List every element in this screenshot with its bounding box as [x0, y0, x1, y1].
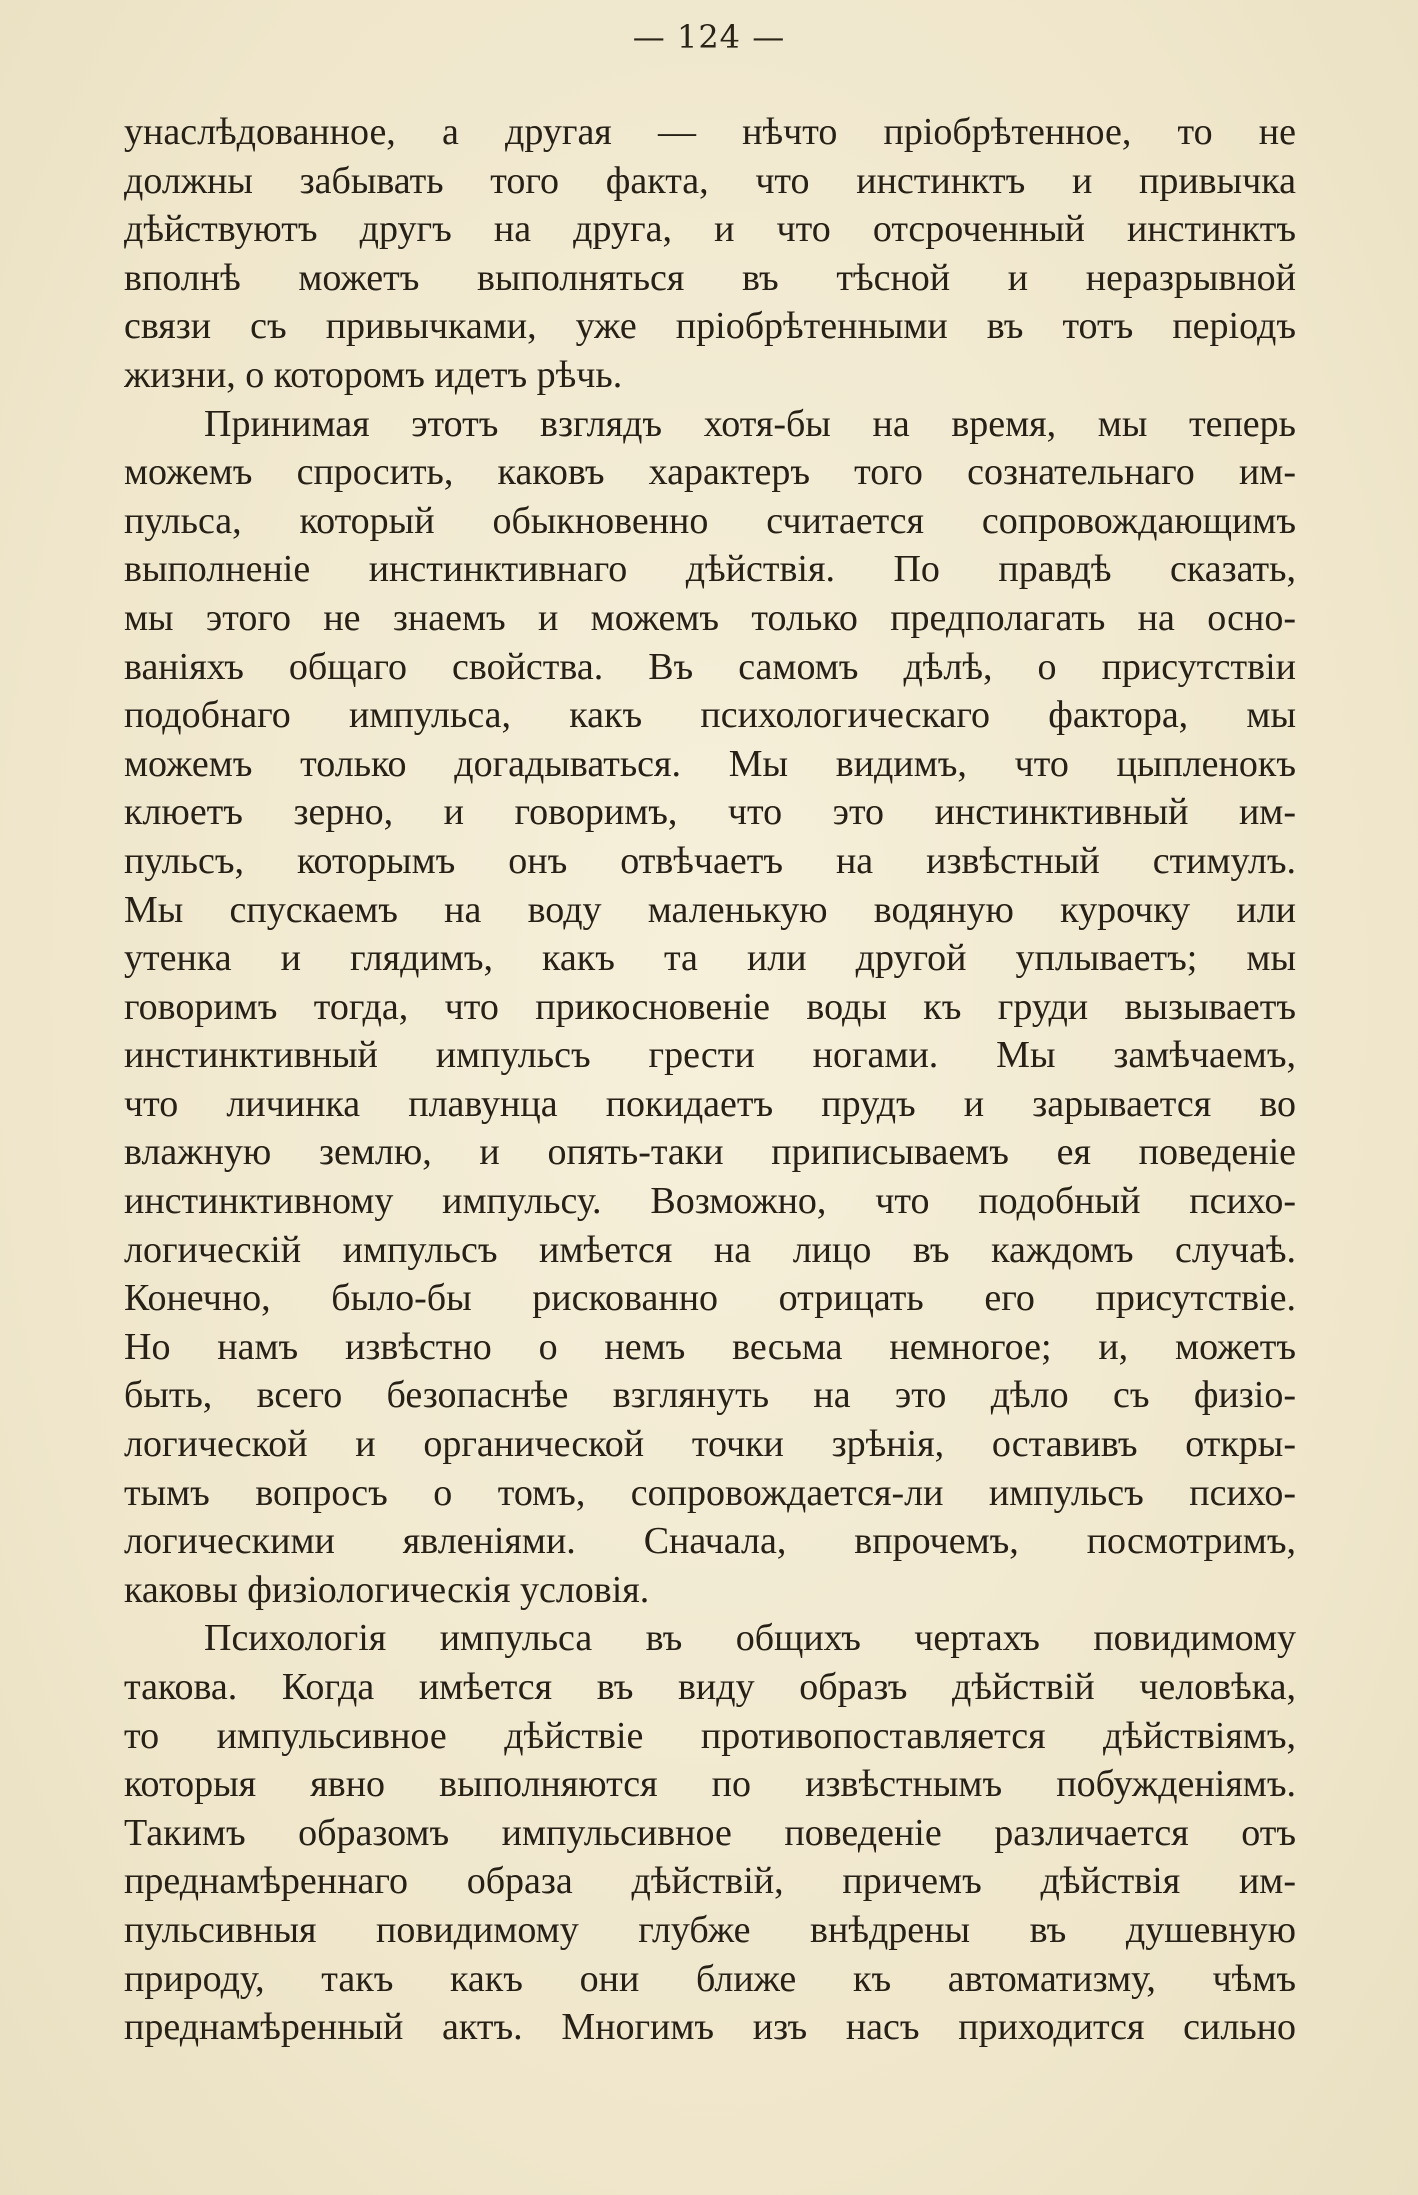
text-line: мы этого не знаемъ и можемъ только предполагать на осно- — [124, 596, 1296, 639]
text-line: вполнѣ можетъ выполняться въ тѣсной и неразрывной — [124, 256, 1296, 299]
paragraph — [124, 400, 1296, 1615]
text-line: клюетъ зерно, и говоримъ, что это инстинктивный им- — [124, 791, 1296, 834]
text-line: Конечно, было-бы рискованно отрицать его присутствіе. — [124, 1277, 1296, 1320]
paragraph — [124, 1614, 1296, 2051]
text-line: говоримъ тогда, что прикосновеніе воды къ груди вызываетъ — [124, 985, 1296, 1028]
text-line: природу, такъ какъ они ближе къ автоматизму, чѣмъ — [124, 1957, 1296, 2000]
page-text — [124, 108, 1296, 2052]
text-line: Принимая этотъ взглядъ хотя-бы на время, мы теперь — [204, 402, 1296, 445]
text-line: преднамѣреннаго образа дѣйствій, причемъ дѣйствія им- — [124, 1860, 1296, 1903]
text-line: пульсивныя повидимому глубже внѣдрены въ душевную — [124, 1908, 1296, 1951]
text-line: дѣйствуютъ другъ на друга, и что отсроченный инстинктъ — [124, 208, 1296, 251]
text-line: Но намъ извѣстно о немъ весьма немногое; и, можетъ — [124, 1325, 1296, 1368]
text-line: унаслѣдованное, а другая — нѣчто пріобрѣтенное, то не — [124, 111, 1296, 153]
text-line: тымъ вопросъ о томъ, сопровождается-ли импульсъ психо- — [124, 1471, 1296, 1514]
text-line: Мы спускаемъ на воду маленькую водяную курочку или — [124, 888, 1296, 931]
text-line: что личинка плавунца покидаетъ прудъ и зарывается во — [124, 1082, 1296, 1125]
text-line: Психологія импульса въ общихъ чертахъ повидимому — [204, 1617, 1296, 1660]
text-line: влажную землю, и опять-таки приписываемъ ея поведеніе — [124, 1131, 1296, 1174]
text-line: Такимъ образомъ импульсивное поведеніе различается отъ — [124, 1811, 1296, 1854]
page-number: — 124 — — [632, 18, 786, 56]
text-line: пульсъ, которымъ онъ отвѣчаетъ на извѣстный стимулъ. — [124, 839, 1296, 882]
text-line: каковы физіологическія условія. — [124, 1568, 650, 1611]
text-line: то импульсивное дѣйствіе противопоставляется дѣйствіямъ, — [124, 1714, 1296, 1757]
paragraph — [124, 108, 1296, 400]
text-line: пульса, который обыкновенно считается сопровождающимъ — [124, 499, 1296, 542]
text-line: можемъ только догадываться. Мы видимъ, что цыпленокъ — [124, 742, 1296, 785]
text-line: преднамѣренный актъ. Многимъ изъ насъ приходится сильно — [124, 2006, 1296, 2049]
text-line: логическими явленіями. Сначала, впрочемъ, посмотримъ, — [124, 1520, 1296, 1563]
text-line: инстинктивный импульсъ грести ногами. Мы замѣчаемъ, — [124, 1034, 1296, 1077]
text-line: которыя явно выполняются по извѣстнымъ побужденіямъ. — [124, 1763, 1296, 1806]
text-line: логической и органической точки зрѣнія, оставивъ откры- — [124, 1423, 1296, 1466]
text-line: ваніяхъ общаго свойства. Въ самомъ дѣлѣ, о присутствіи — [124, 645, 1296, 688]
text-line: такова. Когда имѣется въ виду образъ дѣйствій человѣка, — [124, 1666, 1296, 1708]
text-line: логическій импульсъ имѣется на лицо въ каждомъ случаѣ. — [124, 1228, 1296, 1271]
text-line: связи съ привычками, уже пріобрѣтенными въ тотъ періодъ — [124, 305, 1296, 348]
text-line: инстинктивному импульсу. Возможно, что подобный психо- — [124, 1180, 1296, 1223]
text-line: утенка и глядимъ, какъ та или другой уплываетъ; мы — [124, 937, 1296, 980]
text-line: подобнаго импульса, какъ психологическаго фактора, мы — [124, 694, 1296, 737]
text-line: быть, всего безопаснѣе взглянуть на это дѣло съ физіо- — [124, 1374, 1296, 1417]
text-line: должны забывать того факта, что инстинктъ и привычка — [124, 159, 1296, 202]
text-line: выполненіе инстинктивнаго дѣйствія. По правдѣ сказать, — [124, 548, 1296, 591]
text-line: можемъ спросить, каковъ характеръ того сознательнаго им- — [124, 451, 1296, 494]
text-line: жизни, о которомъ идетъ рѣчь. — [124, 353, 623, 396]
